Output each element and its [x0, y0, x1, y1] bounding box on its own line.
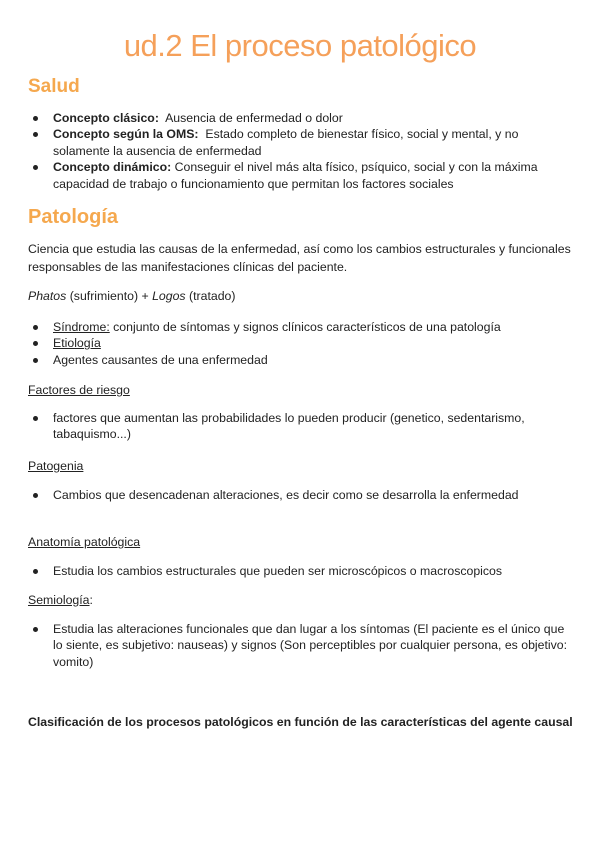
list-item: [28, 352, 573, 368]
list-item: [28, 410, 573, 443]
list-item: [28, 487, 573, 503]
bullet-icon: [33, 116, 38, 121]
bullet-icon: [33, 493, 38, 498]
list-item: [28, 563, 573, 579]
bullet-icon: [33, 358, 38, 363]
bullet-icon: [33, 325, 38, 330]
heading-factores: Factores de riesgo: [28, 383, 130, 397]
semiologia-label: Semiología: [28, 593, 90, 607]
item-label: Concepto dinámico:: [53, 160, 172, 175]
etymology-word: Logos: [152, 289, 186, 303]
item-label: Síndrome:: [53, 320, 110, 334]
anatomia-list: [28, 563, 573, 579]
etymology-line: [28, 288, 573, 306]
item-text: Ausencia de enfermedad o dolor: [165, 111, 343, 125]
item-text: Estudia las alteraciones funcionales que dan lugar a los síntomas (El paciente es el único que lo siente, es subjetivo: nauseas) y signos (Son perceptibles por cualquier persona, es objetivo: vomito): [53, 622, 568, 669]
item-label: Concepto clásico:: [53, 111, 159, 125]
salud-list: [28, 110, 573, 192]
heading-patogenia: Patogenia: [28, 459, 84, 473]
bullet-icon: [33, 416, 38, 421]
bullet-icon: [33, 132, 38, 137]
semiologia-colon: :: [89, 593, 93, 607]
item-label: Concepto según la OMS:: [53, 127, 199, 142]
item-text: conjunto de síntomas y signos clínicos característicos de una patología: [109, 320, 501, 334]
bullet-icon: [33, 341, 38, 346]
patologia-list: [28, 319, 573, 368]
etymology-text: (sufrimiento) +: [66, 289, 153, 303]
list-item: [28, 110, 573, 126]
item-text: Cambios que desencadenan alteraciones, es decir como se desarrolla la enfermedad: [53, 488, 519, 502]
heading-anatomia: Anatomía patológica: [28, 535, 141, 549]
list-item: [28, 319, 573, 335]
item-text: Agentes causantes de una enfermedad: [53, 352, 268, 367]
clasificacion-heading: Clasificación de los procesos patológicos en función de las características del agente causal: [28, 715, 573, 729]
list-item: [28, 621, 573, 670]
patogenia-list: [28, 487, 573, 503]
etymology-text: (tratado): [185, 289, 236, 303]
bullet-icon: [33, 569, 38, 574]
item-text: Estudia los cambios estructurales que pueden ser microscópicos o macroscopicos: [53, 564, 503, 578]
item-text: Estado completo de bienestar físico, social y mental, y no solamente la ausencia de enfermedad: [53, 127, 519, 158]
etymology-word: Phatos: [28, 289, 67, 303]
heading-patologia: Patología: [28, 206, 119, 228]
list-item: [28, 335, 573, 351]
heading-semiologia: [28, 592, 93, 608]
item-text: factores que aumentan las probabilidades lo pueden producir (genetico, sedentarismo, tabaquismo...): [53, 411, 525, 442]
semiologia-list: [28, 621, 573, 670]
factores-list: [28, 410, 573, 443]
page-title: ud.2 El proceso patológico: [123, 28, 477, 63]
list-item: [28, 126, 573, 159]
bullet-icon: [33, 627, 38, 632]
item-text: Conseguir el nivel más alta físico, psíquico, social y con la máxima capacidad de trabajo o funcionamiento que permitan los factores sociales: [53, 160, 538, 191]
patologia-definition: Ciencia que estudia las causas de la enfermedad, así como los cambios estructurales y funcionales responsables de las manifestaciones clínicas del paciente.: [28, 242, 571, 274]
item-label: Etiología: [53, 336, 101, 351]
heading-salud: Salud: [28, 76, 80, 97]
bullet-icon: [33, 165, 38, 170]
list-item: [28, 159, 573, 192]
